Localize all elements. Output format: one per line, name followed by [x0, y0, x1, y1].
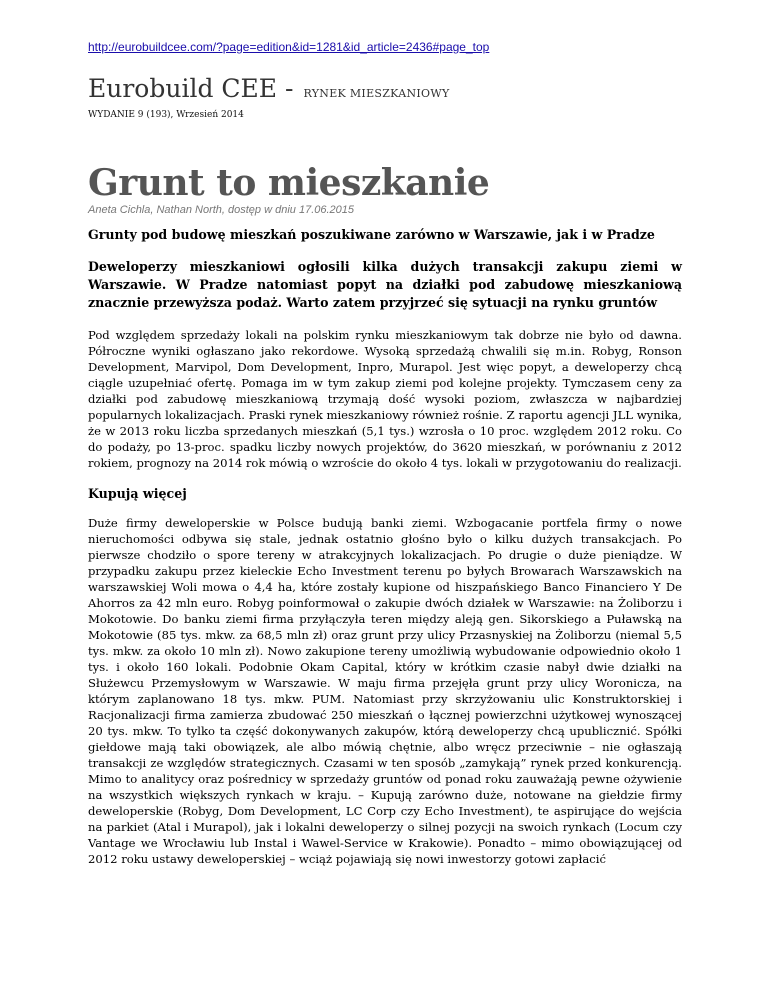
paragraph-2: Duże firmy deweloperskie w Polsce budują banki ziemi. Wzbogacanie portfela firmy o nowe nieruchomości odbywa się stale, jednak ostatnio głośno było o kilku dużych transakcjach. Po pierwsze chodziło o spore tereny w atrakcyjnych lokalizacjach. Po drugie o duże pieniądze. W przypadku zakupu przez kieleckie Echo Investment terenu po byłych Browarach Warszawskich na warszawskiej Woli mowa o 4,4 ha, które zostały kupione od hiszpańskiego Banco Financiero Y De Ahorros za 42 mln euro. Robyg poinformował o zakupie dwóch działek w Warszawie: na Żoliborzu i Mokotowie. Do banku ziemi firma przyłączyła teren między aleją gen. Sikorskiego a Puławską na Mokotowie (85 tys. mkw. za 68,5 mln zł) oraz grunt przy ulicy Przasnyskiej na Żoliborzu (niemal 5,5 tys. mkw. za około 10 mln zł). Nowo zakupione tereny umożliwią wybudowanie odpowiednio około 1 tys. i około 160 lokali. Podobnie Okam Capital, który w krótkim czasie nabył dwie działki na Służewcu Przemysłowym w Warszawie. W maju firma przejęła grunt przy ulicy Woronicza, na którym zaplanowano 18 tys. mkw. PUM. Natomiast przy skrzyżowaniu ulic Konstruktorskiej i Racjonalizacji firma zamierza zbudować 250 mieszkań o łącznej powierzchni użytkowej wynoszącej 20 tys. mkw. To tylko ta część dokonywanych zakupów, którą deweloperzy chcą upublicznić. Spółki giełdowe mają taki obowiązek, ale albo mówią chętnie, albo wręcz przeciwnie – nie ogłaszają transakcji ze względów strategicznych. Czasami w ten sposób „zamykają” rynek przed konkurencją. Mimo to analitycy oraz pośrednicy w sprzedaży gruntów od ponad roku zauważają pewne ożywienie na wszystkich większych rynkach w kraju. – Kupują zarówno duże, notowane na giełdzie firmy deweloperskie (Robyg, Dom Development, LC Corp czy Echo Investment), te aspirujące do wejścia na parkiet (Atal i Murapol), jak i lokalni deweloperzy o silnej pozycji na swoich rynkach (Locum czy Vantage we Wrocławiu lub Instal i Wawel-Service w Krakowie). Ponadto – mimo obowiązującej od 2012 roku ustawy deweloperskiej – wciąż pojawiają się nowi inwestorzy gotowi zapłacić: [88, 516, 682, 866]
masthead: [88, 74, 450, 103]
article-title: Grunt to mieszkanie: [88, 162, 490, 204]
article-subtitle: Grunty pod budowę mieszkań poszukiwane zarówno w Warszawie, jak i w Pradze: [88, 227, 655, 242]
article-lead: Deweloperzy mieszkaniowi ogłosili kilka dużych transakcji zakupu ziemi w Warszawie. W Pradze natomiast popyt na działki pod zabudowę mieszkaniową znacznie przewyższa podaż. Warto zatem przyjrzeć się sytuacji na rynku gruntów: [88, 259, 682, 310]
section-heading-kupuja-wiecej: Kupują więcej: [88, 486, 187, 501]
edition-info: WYDANIE 9 (193), Wrzesień 2014: [88, 110, 244, 120]
section-name: RYNEK MIESZKANIOWY: [303, 87, 450, 100]
article-body: [88, 226, 682, 881]
masthead-separator: -: [285, 74, 294, 103]
article-byline: Aneta Cichla, Nathan North, dostęp w dniu 17.06.2015: [88, 204, 355, 216]
brand-name: Eurobuild CEE: [88, 74, 278, 103]
paragraph-1: Pod względem sprzedaży lokali na polskim rynku mieszkaniowym tak dobrze nie było od dawna. Półroczne wyniki ogłaszano jako rekordowe. Wysoką sprzedażą chwalili się m.in. Robyg, Ronson Development, Marvipol, Dom Development, Inpro, Murapol. Jest więc popyt, a deweloperzy chcą ciągle uzupełniać ofertę. Pomaga im w tym zakup ziemi pod kolejne projekty. Tymczasem ceny za działki pod zabudowę mieszkaniową trzymają dość wysoki poziom, zwłaszcza w najbardziej popularnych lokalizacjach. Praski rynek mieszkaniowy również rośnie. Z raportu agencji JLL wynika, że w 2013 roku liczba sprzedanych mieszkań (5,1 tys.) wzrosła o 10 proc. względem 2012 roku. Co do podaży, po 13-proc. spadku liczby nowych projektów, do 3620 mieszkań, w porównaniu z 2012 rokiem, prognozy na 2014 rok mówią o wzroście do około 4 tys. lokali w przygotowaniu do realizacji.: [88, 328, 682, 470]
source-url-link[interactable]: http://eurobuildcee.com/?page=edition&id=1281&id_article=2436#page_top: [88, 40, 490, 54]
